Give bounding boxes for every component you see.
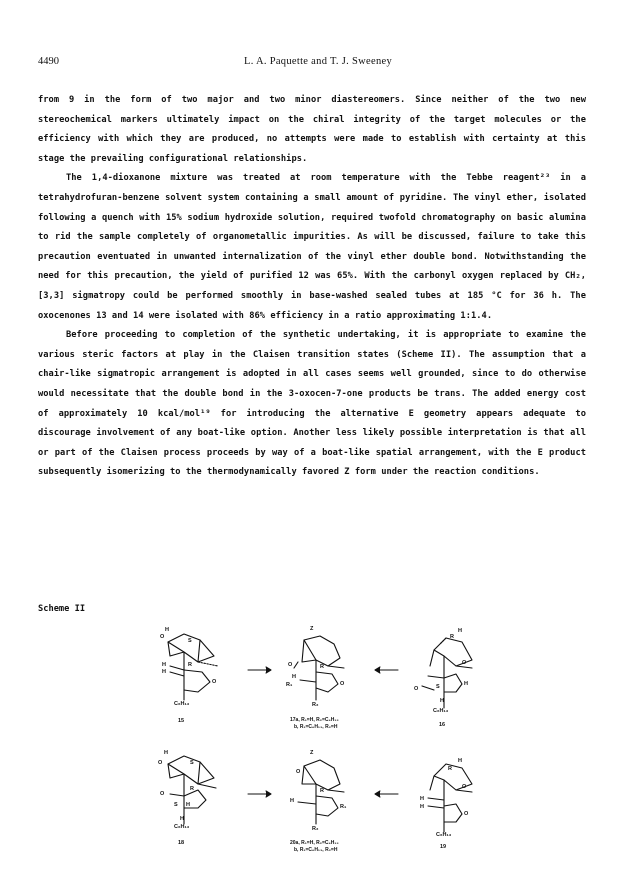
atom-label: O	[212, 679, 217, 685]
atom-label: H	[464, 681, 468, 687]
atom-label: H	[458, 758, 462, 764]
atom-label: O	[462, 784, 467, 790]
compound-label-16: 16	[439, 722, 446, 728]
atom-label: O	[288, 662, 293, 668]
atom-label: R	[320, 788, 324, 794]
page-number: 4490	[38, 56, 59, 67]
atom-label: H	[162, 669, 166, 675]
compound-label-20: 20a, R₁=H, R₂=C₆H₁₃	[290, 840, 339, 846]
atom-label: O	[340, 681, 345, 687]
paragraph-2: The 1,4-dioxanone mixture was treated at room temperature with the Tebbe reagent²³ in a tetrahydrofuran-benzene solvent system containing a small amount of pyridine. The vinyl ether, isolated following a quench with 15% sodium hydroxide solution, required twofold chromatography on basic alumina to rid the sample completely of organometallic impurities. As will be discussed, failure to take this precaution eventuated in unwanted internalization of the vinyl ether double bond. Notwithstanding the need for this precaution, the yield of purified 12 was 65%. With the carbonyl oxygen replaced by CH₂, [3,3] sigmatropy could be performed smoothly in base-washed sealed tubes at 185 °C for 36 h. The oxocenones 13 and 14 were isolated with 86% efficiency in a ratio approximating 1:1.4.	[38, 173, 586, 321]
running-title: L. A. Paquette and T. J. Sweeney	[243, 56, 393, 67]
atom-label: H	[420, 796, 424, 802]
atom-label: H	[165, 627, 169, 633]
atom-label: R₁	[286, 682, 293, 688]
atom-label: O	[462, 660, 467, 666]
scheme-ii	[140, 626, 560, 861]
atom-label: O	[296, 769, 301, 775]
atom-label: R	[448, 766, 452, 772]
compound-label-20b: b, R₁=C₆H₁₃, R₂=H	[294, 847, 338, 853]
atom-label: R	[450, 634, 454, 640]
atom-label: C₆H₁₃	[174, 824, 190, 830]
atom-label: C₆H₁₃	[174, 701, 190, 707]
compound-label-17b: b, R₁=C₆H₁₃, R₂=H	[294, 724, 338, 730]
atom-label: R	[188, 662, 192, 668]
atom-label: C₆H₁₃	[433, 708, 449, 714]
structure-19	[428, 764, 472, 832]
atom-label: H	[164, 750, 168, 756]
compound-label-15: 15	[178, 718, 185, 724]
atom-label: R	[190, 786, 194, 792]
atom-label: O	[160, 634, 165, 640]
atom-label: O	[158, 760, 163, 766]
atom-label: R₂	[312, 826, 319, 832]
atom-label: Z	[310, 750, 314, 756]
atom-label: S	[174, 802, 178, 808]
paragraph-3: Before proceeding to completion of the synthetic undertaking, it is appropriate to examine the various steric factors at play in the Claisen transition states (Scheme II). The assumption that a chair-like sigmatropic arrangement is adopted in all cases seems well grounded, since to do otherwise would necessitate that the double bond in the 3-oxocen-7-one products be trans. The added energy cost of approximately 10 kcal/mol¹⁹ for introducing the alternative E geometry appears adequate to discourage involvement of any boat-like option. Another less likely possible interpretation is that all or part of the Claisen process proceeds by way of a boat-like spatial arrangement, with the E product subsequently isomerizing to the thermodynamically favored Z form under the reaction conditions.	[38, 330, 586, 478]
scheme-title: Scheme II	[38, 604, 86, 614]
compound-label-17: 17a, R₁=H, R₂=C₆H₁₃	[290, 717, 339, 723]
atom-label: O	[464, 811, 469, 817]
atom-label: S	[436, 684, 440, 690]
scheme-structures	[140, 626, 560, 861]
atom-label: S	[190, 760, 194, 766]
atom-label: S	[188, 638, 192, 644]
atom-label: O	[160, 791, 165, 797]
atom-label: R	[320, 664, 324, 670]
atom-label: H	[162, 662, 166, 668]
atom-label: H	[440, 698, 444, 704]
compound-label-18: 18	[178, 840, 185, 846]
atom-label: H	[180, 816, 184, 822]
structure-15	[168, 634, 218, 700]
atom-label: R₂	[312, 702, 319, 708]
compound-label-19: 19	[440, 844, 447, 850]
body-text	[38, 91, 586, 483]
atom-label: R₁	[340, 804, 347, 810]
paragraph-1: from 9 in the form of two major and two minor diastereomers. Since neither of the two new stereochemical markers ultimately impact on the chiral integrity of the target molecules or the efficiency with which they are produced, no attempts were made to establish with certainty at this stage the prevailing configurational relationships.	[38, 95, 586, 164]
atom-label: H	[458, 628, 462, 634]
structure-17	[294, 636, 344, 700]
atom-label: Z	[310, 626, 314, 632]
atom-label: H	[186, 802, 190, 808]
atom-label: O	[414, 686, 419, 692]
atom-label: C₆H₁₃	[436, 832, 452, 838]
atom-label: H	[292, 674, 296, 680]
page-header	[38, 56, 598, 70]
structure-16	[422, 638, 472, 708]
atom-label: H	[290, 798, 294, 804]
atom-label: H	[420, 804, 424, 810]
